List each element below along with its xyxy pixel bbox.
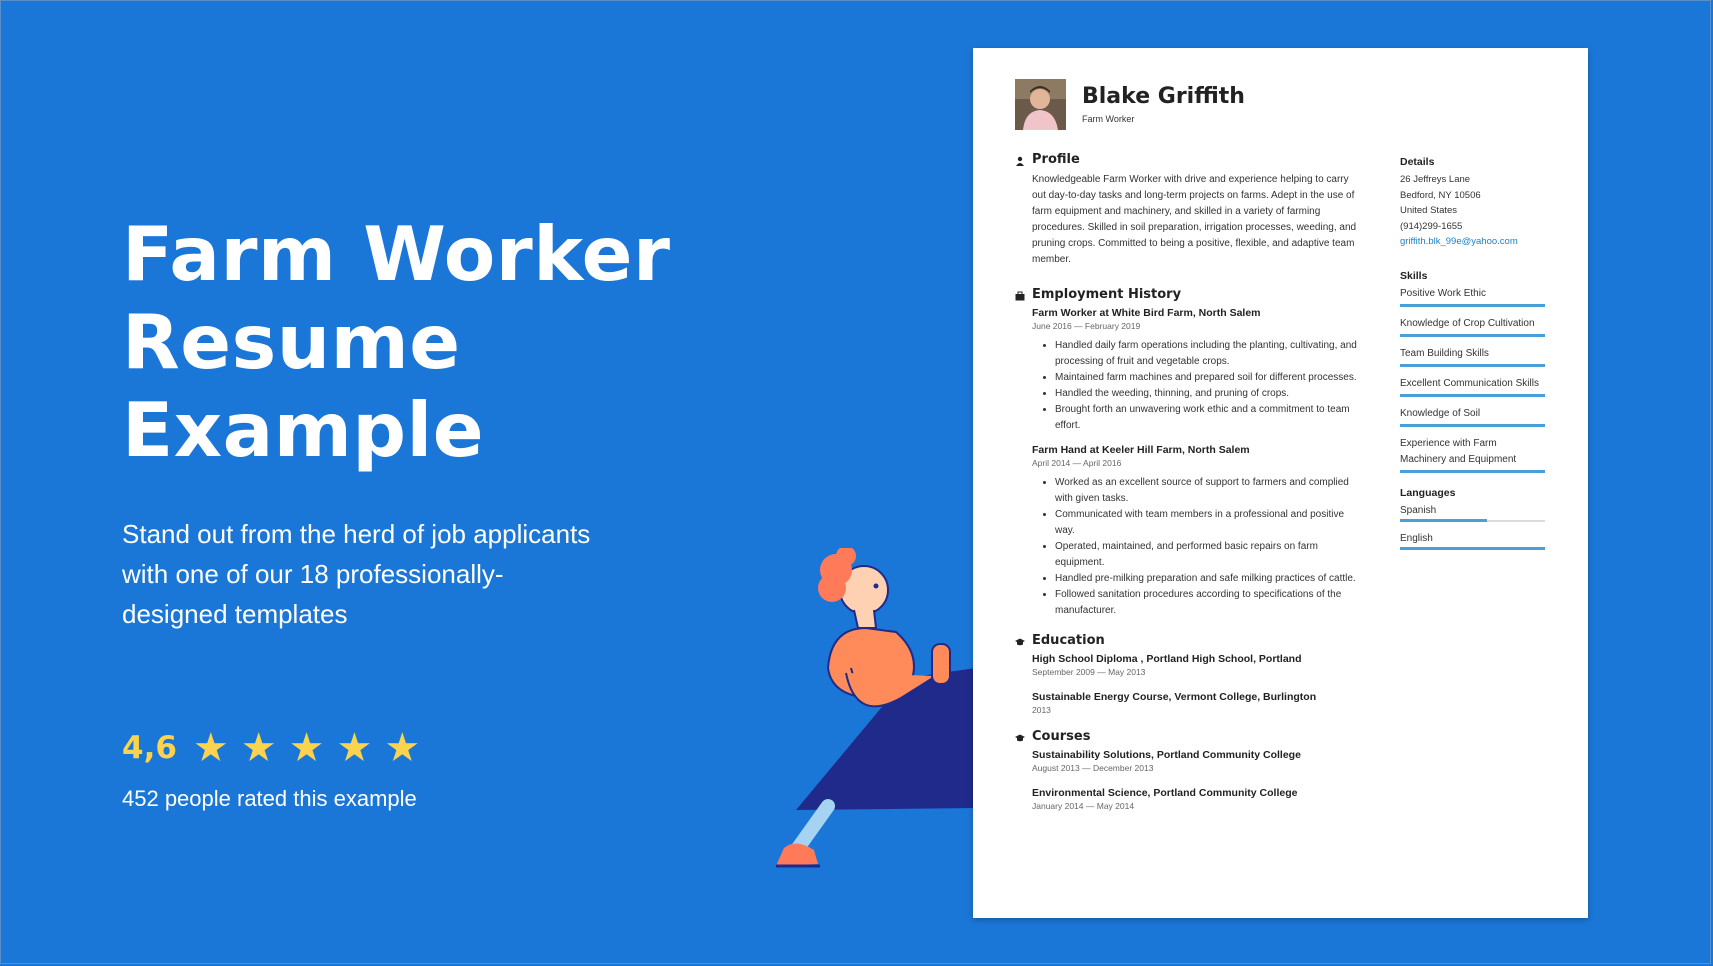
rating-block <box>122 725 432 812</box>
rating-score: 4,6 <box>122 730 177 766</box>
resume-preview[interactable] <box>973 48 1588 918</box>
job-dates: April 2014 — April 2016 <box>1032 458 1122 468</box>
skills-title: Skills <box>1400 269 1428 282</box>
resume-role: Farm Worker <box>1082 114 1135 124</box>
bullet-item: • Handled the weeding, thinning, and pruning of crops. <box>1055 386 1360 402</box>
language-name: English <box>1400 532 1433 544</box>
skill-item: Excellent Communication Skills <box>1400 376 1545 397</box>
hero <box>122 210 802 634</box>
address-line-2: Bedford, NY 10506 <box>1400 189 1481 201</box>
languages-title: Languages <box>1400 486 1456 499</box>
job-entry <box>1032 444 1360 619</box>
skill-item: Knowledge of Soil <box>1400 406 1545 427</box>
star-icon: ★ <box>192 725 229 771</box>
graduation-cap-icon <box>1015 733 1025 743</box>
language-item <box>1400 503 1545 522</box>
job-title: Farm Hand at Keeler Hill Farm, North Salem <box>1032 444 1250 456</box>
job-dates: June 2016 — February 2019 <box>1032 321 1141 331</box>
courses-section <box>1015 729 1360 811</box>
language-level-bar <box>1400 547 1545 550</box>
section-title: Profile <box>1032 152 1080 167</box>
skill-item: Experience with Farm Machinery and Equipment <box>1400 436 1545 473</box>
bullet-item: • Operated, maintained, and performed basic repairs on farm equipment. <box>1055 539 1360 571</box>
employment-section <box>1015 287 1360 619</box>
language-item <box>1400 531 1545 550</box>
title-line-1: Farm Worker <box>122 210 671 298</box>
star-icon: ★ <box>384 725 421 771</box>
education-item <box>1032 691 1360 715</box>
woman-illustration <box>736 548 976 878</box>
course-item <box>1032 787 1360 811</box>
education-item-dates: 2013 <box>1032 705 1051 715</box>
section-title: Courses <box>1032 729 1091 744</box>
language-level-bar <box>1400 519 1487 522</box>
bullet-item: • Worked as an excellent source of support to farmers and complied with given tasks. <box>1055 475 1360 507</box>
resume-main-column <box>1015 152 1360 825</box>
phone: (914)299-1655 <box>1400 220 1463 232</box>
graduation-cap-icon <box>1015 637 1025 647</box>
education-item <box>1032 653 1360 677</box>
skills-section <box>1400 270 1545 473</box>
bullet-item: • Communicated with team members in a professional and positive way. <box>1055 507 1360 539</box>
address-line-1: 26 Jeffreys Lane <box>1400 174 1471 185</box>
languages-section <box>1400 487 1545 550</box>
bullet-item: • Brought forth an unwavering work ethic and a commitment to team effort. <box>1055 402 1360 434</box>
star-icon: ★ <box>240 725 277 771</box>
resume-sidebar <box>1400 156 1545 559</box>
details-section <box>1400 156 1545 250</box>
bullet-item: • Maintained farm machines and prepared soil for different processes. <box>1055 370 1360 386</box>
bullet-item: • Followed sanitation procedures according to specifications of the manufacturer. <box>1055 587 1360 619</box>
title-line-2: Resume Example <box>122 298 485 474</box>
star-icon: ★ <box>336 725 373 771</box>
job-entry <box>1032 307 1360 434</box>
email-link[interactable]: griffith.blk_99e@yahoo.com <box>1400 236 1518 247</box>
country: United States <box>1400 205 1458 216</box>
course-item-dates: January 2014 — May 2014 <box>1032 801 1135 811</box>
job-bullets <box>1032 338 1360 434</box>
skill-item: Knowledge of Crop Cultivation <box>1400 316 1545 337</box>
education-list <box>1032 653 1360 715</box>
languages-list <box>1400 503 1545 550</box>
rating-count: 452 people rated this example <box>122 786 417 811</box>
education-item-title: High School Diploma , Portland High School, Portland <box>1032 653 1302 665</box>
courses-list <box>1032 749 1360 811</box>
section-title: Education <box>1032 633 1105 648</box>
person-icon <box>1015 156 1025 166</box>
skill-item: Team Building Skills <box>1400 346 1545 367</box>
bullet-item: • Handled daily farm operations including the planting, cultivating, and processing of fruit and vegetable crops. <box>1055 338 1360 370</box>
skill-item: Positive Work Ethic <box>1400 286 1545 307</box>
education-item-title: Sustainable Energy Course, Vermont College, Burlington <box>1032 691 1317 703</box>
bullet-item: • Handled pre-milking preparation and safe milking practices of cattle. <box>1055 571 1360 587</box>
profile-text: Knowledgeable Farm Worker with drive and experience helping to carry out day-to-day tasks and long-term projects on farms. Adept in the use of farm equipment and machinery, and skilled in a variety of farming procedures. Skilled in soil preparation, irrigation processes, weeding, and pruning crops. Committed to being a positive, flexible, and adaptive team member. <box>1032 174 1357 265</box>
job-title: Farm Worker at White Bird Farm, North Salem <box>1032 307 1261 319</box>
subheadline: Stand out from the herd of job applicants with one of our 18 professionally-designed templates <box>122 519 591 629</box>
course-item-title: Sustainability Solutions, Portland Community College <box>1032 749 1301 761</box>
job-bullets <box>1032 475 1360 619</box>
course-item-dates: August 2013 — December 2013 <box>1032 763 1154 773</box>
course-item-title: Environmental Science, Portland Community College <box>1032 787 1298 799</box>
details-title: Details <box>1400 156 1435 168</box>
page-title <box>122 210 802 474</box>
skills-list <box>1400 286 1545 473</box>
section-title: Employment History <box>1032 287 1182 302</box>
jobs-list <box>1032 307 1360 619</box>
resume-name: Blake Griffith <box>1082 84 1245 109</box>
course-item <box>1032 749 1360 773</box>
profile-section <box>1015 152 1360 268</box>
star-icon: ★ <box>288 725 325 771</box>
briefcase-icon <box>1015 291 1025 301</box>
education-item-dates: September 2009 — May 2013 <box>1032 667 1146 677</box>
avatar <box>1015 79 1066 130</box>
language-name: Spanish <box>1400 504 1437 516</box>
education-section <box>1015 633 1360 715</box>
